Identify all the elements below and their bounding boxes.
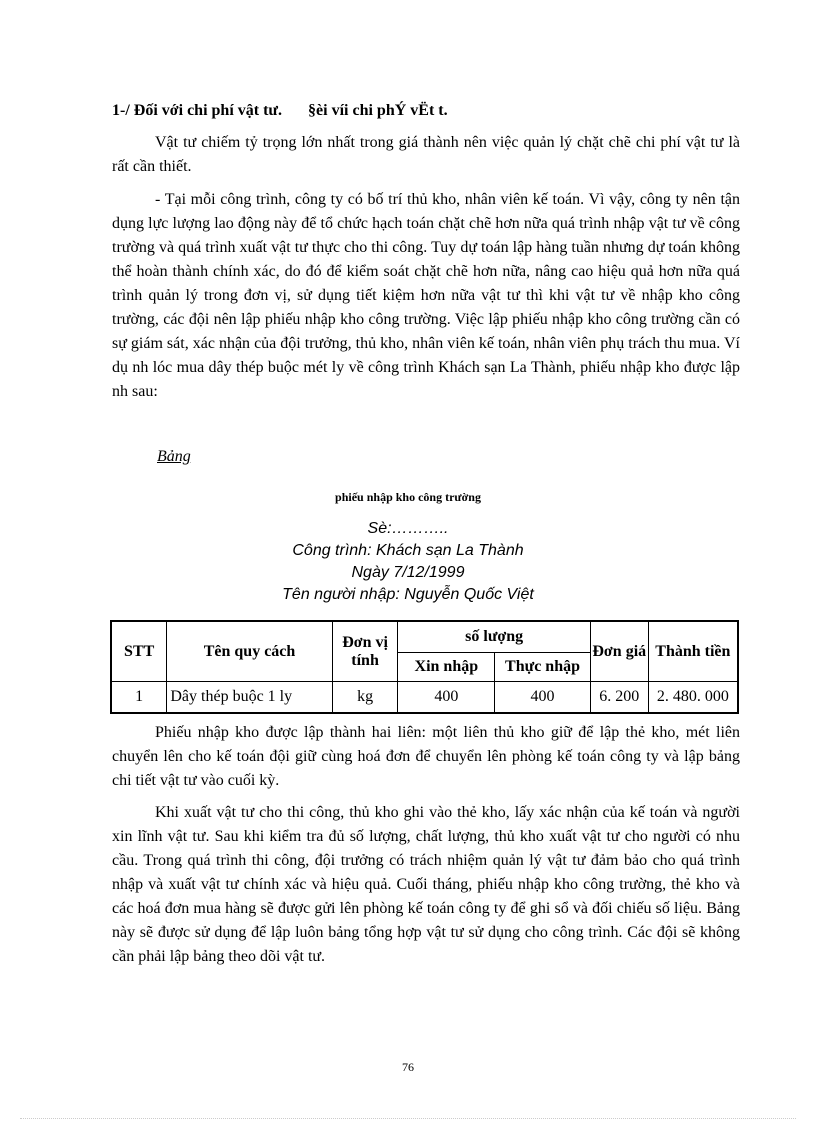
table-caption: Bảng bbox=[157, 448, 191, 465]
section-heading bbox=[112, 102, 448, 120]
section-title-garbled: §èi víi chi phÝ vËt t. bbox=[308, 102, 448, 119]
page-number: 76 bbox=[402, 1060, 414, 1074]
cell-stt: 1 bbox=[111, 682, 167, 714]
cell-unit: kg bbox=[332, 682, 398, 714]
page-bottom-divider bbox=[20, 1118, 796, 1119]
receipt-number: Sè:……….. bbox=[367, 520, 449, 537]
section-title: 1-/ Đối với chi phí vật tư. bbox=[112, 102, 283, 119]
header-quantity: số lượng bbox=[398, 621, 590, 653]
paragraph-copies: Phiếu nhập kho được lập thành hai liên: một liên thủ kho giữ để lập thẻ kho, mét liên chuyển lên cho kế toán đội giữ cùng hoá đơn để chuyển lên phòng kế toán công ty và lập bảng chi tiết vật tư vào cuối kỳ. bbox=[112, 724, 740, 789]
header-name: Tên quy cách bbox=[167, 621, 332, 682]
cell-total: 2. 480. 000 bbox=[648, 682, 738, 714]
cell-actual: 400 bbox=[495, 682, 591, 714]
paragraph-procedure: - Tại mỗi công trình, công ty có bố trí thủ kho, nhân viên kế toán. Vì vậy, công ty nên tận dụng lực lượng lao động này để tổ chức hạch toán chặt chẽ hơn nữa quá trình nhập vật tư về công trường và quá trình xuất vật tư thực cho thi công. Tuy dự toán lập hàng tuần nhưng dự toán không thể hoàn thành chính xác, do đó để kiểm soát chặt chẽ hơn nữa, nâng cao hiệu quả hơn nữa quá trình quản lý trong đơn vị, sử dụng tiết kiệm hơn nữa vật tư thì khi vật tư về nhập kho công trường, các đội nên lập phiếu nhập kho công trường. Việc lập phiếu nhập kho công trường cần có sự giám sát, xác nhận của đội trưởng, thủ kho, nhân viên kế toán, nhân viên phụ trách thu mua. Ví dụ nh lóc mua dây thép buộc mét ly về công trình Khách sạn La Thành, phiếu nhập kho được lập nh sau: bbox=[112, 191, 740, 400]
receipt-date: Ngày 7/12/1999 bbox=[351, 564, 465, 581]
header-price: Đơn giá bbox=[590, 621, 648, 682]
paragraph-intro: Vật tư chiếm tỷ trọng lớn nhất trong giá thành nên việc quản lý chặt chẽ chi phí vật tư là rất cần thiết. bbox=[112, 134, 740, 175]
table-header-row bbox=[111, 621, 738, 653]
receipt-project: Công trình: Khách sạn La Thành bbox=[292, 542, 524, 559]
cell-name: Dây thép buộc 1 ly bbox=[167, 682, 332, 714]
header-requested: Xin nhập bbox=[398, 653, 495, 682]
header-unit: Đơn vị tính bbox=[332, 621, 398, 682]
table-row bbox=[111, 682, 738, 714]
receipt-title: phiếu nhập kho công trường bbox=[335, 490, 481, 504]
cell-requested: 400 bbox=[398, 682, 495, 714]
receipt-table bbox=[110, 620, 739, 714]
receipt-meta bbox=[0, 518, 816, 606]
header-stt: STT bbox=[111, 621, 167, 682]
receipt-receiver: Tên người nhập: Nguyễn Quốc Việt bbox=[282, 586, 534, 603]
cell-price: 6. 200 bbox=[590, 682, 648, 714]
header-total: Thành tiền bbox=[648, 621, 738, 682]
header-actual: Thực nhập bbox=[495, 653, 591, 682]
paragraph-issuing: Khi xuất vật tư cho thi công, thủ kho ghi vào thẻ kho, lấy xác nhận của kế toán và người xin lĩnh vật tư. Sau khi kiểm tra đủ số lượng, chất lượng, thủ kho xuất vật tư cho người có nhu cầu. Trong quá trình thi công, đội trưởng có trách nhiệm quản lý vật tư đảm bảo cho quá trình nhập và xuất vật tư chính xác và hiệu quả. Cuối tháng, phiếu nhập kho công trường, thẻ kho và các hoá đơn mua hàng sẽ được gửi lên phòng kế toán công ty để ghi sổ và đối chiếu số liệu. Bảng này sẽ được sử dụng để lập luôn bảng tổng hợp vật tư sử dụng cho công trình. Các đội sẽ không cần phải lập bảng theo dõi vật tư. bbox=[112, 804, 740, 965]
